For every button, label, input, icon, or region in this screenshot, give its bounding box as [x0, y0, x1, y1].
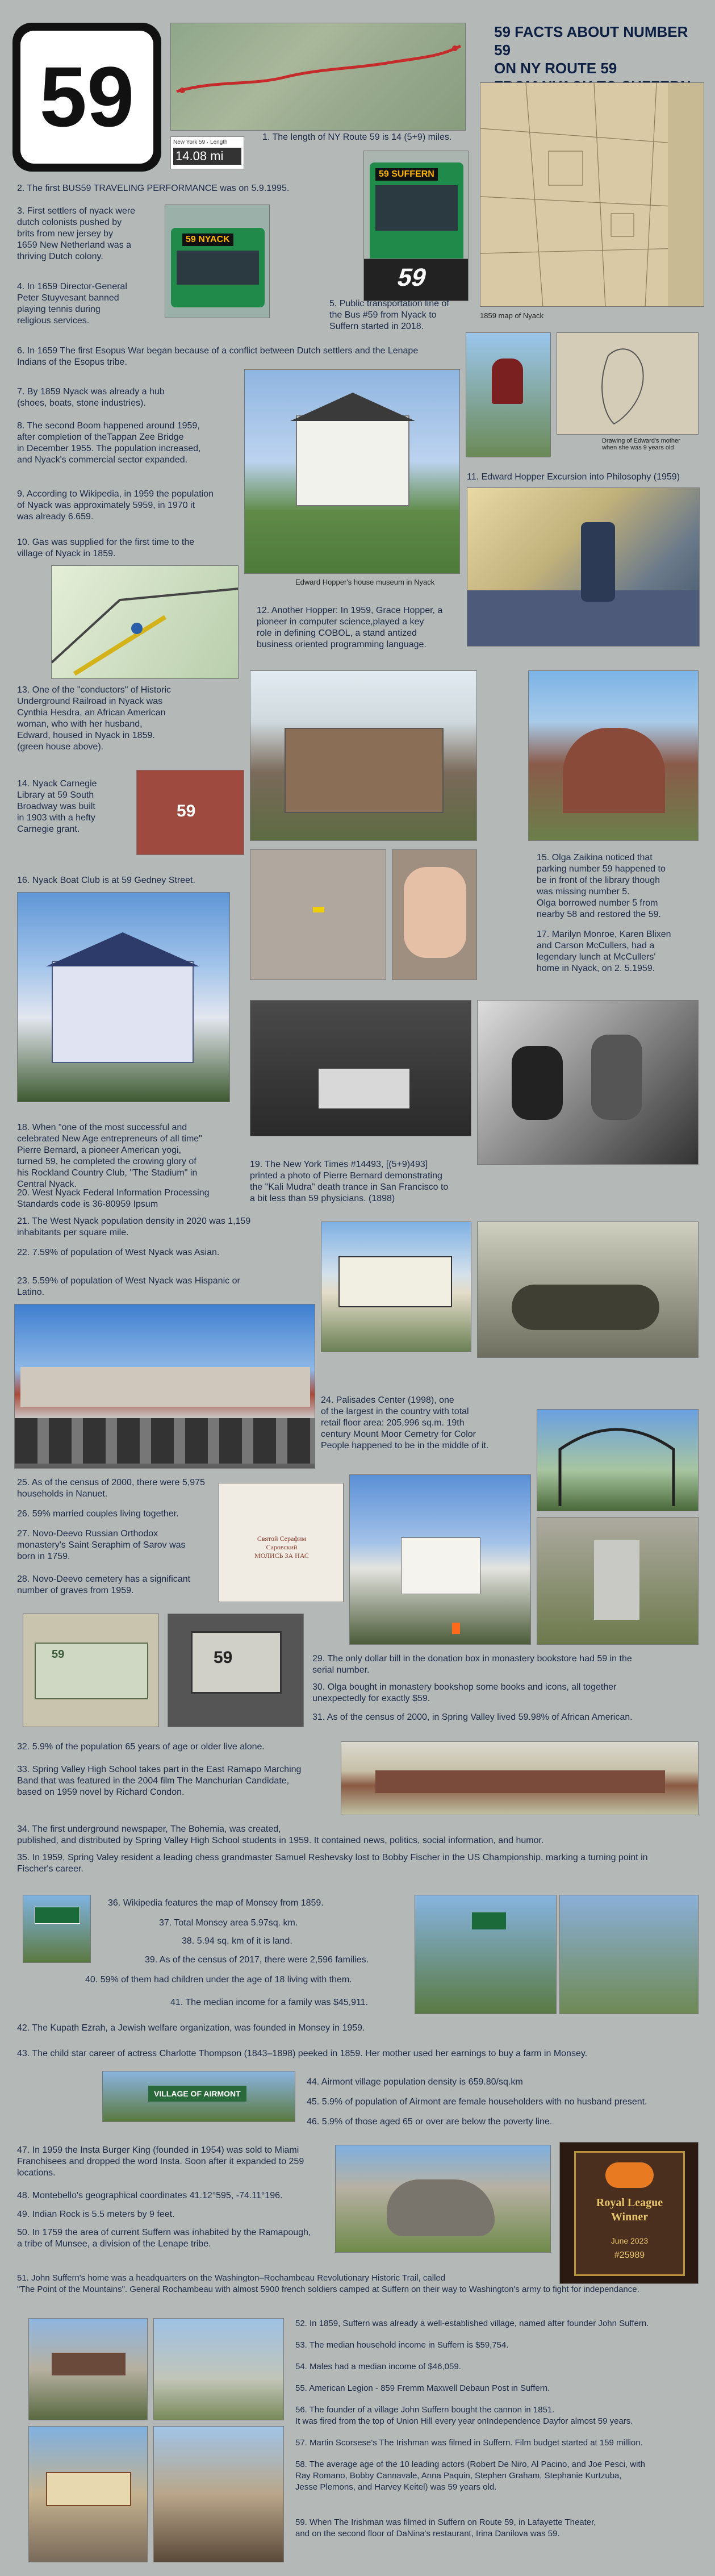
fact-55: 55. American Legion - 859 Fremm Maxwell Debaun Post in Suffern.	[295, 2383, 550, 2393]
monroe-lunch-photo	[477, 1000, 699, 1165]
fact-6: 6. In 1659 The first Esopus War began because of a conflict between Dutch settlers and the Lenape Indians of the Esopus tribe.	[17, 346, 419, 367]
dance-photo	[477, 1222, 699, 1358]
fact-16: 16. Nyack Boat Club is at 59 Gedney Street.	[17, 876, 195, 885]
hopper-painting	[467, 487, 700, 647]
fact-20: 20. West Nyack Federal Information Processing Standards code is 36-80959 Ipsum	[17, 1188, 210, 1209]
badge-caption: New York 59 · Length	[173, 139, 228, 145]
fact-17: 17. Marilyn Monroe, Karen Blixen and Carson McCullers, had a legendary lunch at McCullers' home in Nyack, on 2. 5.1959.	[537, 929, 671, 973]
bill-serial: 59	[52, 1648, 65, 1661]
fact-40: 40. 59% of them had children under the age of 18 living with them.	[85, 1975, 352, 1985]
fact-38: 38. 5.94 sq. km of it is land.	[182, 1936, 292, 1946]
fact-22: 22. 7.59% of population of West Nyack was Asian.	[17, 1248, 220, 1257]
fact-33: 33. Spring Valley High School takes part in the East Ramapo Marching Band that was featured in the 2004 film The Manchurian Candidate, based on 1959 novel by Richard Condon.	[17, 1765, 302, 1797]
fact-39: 39. As of the census of 2017, there were 2,596 families.	[145, 1955, 369, 1965]
high-school-photo	[341, 1741, 699, 1815]
bus-photo-1	[165, 205, 270, 318]
fact-1: 1. The length of NY Route 59 is 14 (5+9) miles.	[262, 132, 452, 142]
palisades-center-photo	[14, 1304, 315, 1469]
fact-12: 12. Another Hopper: In 1959, Grace Hopper, a pioneer in computer science,played a key role in defining COBOL, a stand antized business oriented programming language.	[257, 606, 443, 649]
fact-9: 9. According to Wikipedia, in 1959 the population of Nyack was approximately 5959, in 1970 it was already 6.659.	[17, 489, 214, 522]
monastery-sign-photo	[219, 1483, 344, 1602]
plaque-title: Royal League	[596, 2196, 663, 2209]
plaque-number: #25989	[614, 2250, 645, 2260]
fact-18: 18. When "one of the most successful and celebrated New Age entrepreneurs of all time" Pierre Bernard, a pioneer American yogi, turned 59, he completed the crowing glory of his Rockland Country Club, "The Stadium" in Central Nyack.	[17, 1123, 202, 1189]
bus-plate-photo	[363, 259, 469, 301]
monsey-sign-photo	[23, 1895, 91, 1963]
route-59-shield	[12, 23, 161, 172]
stadium-building-photo	[321, 1222, 471, 1352]
fact-28: 28. Novo-Deevo cemetery has a significant number of graves from 1959.	[17, 1574, 191, 1595]
hopper-caption: Edward Hopper's house museum in Nyack	[295, 578, 435, 586]
page-title: 59 FACTS ABOUT NUMBER 59 ON NY ROUTE 59	[494, 23, 688, 77]
fact-46: 46. 5.9% of those aged 65 or over are below the poverty line.	[307, 2117, 553, 2127]
parking-photo-2	[392, 849, 477, 980]
fact-29: 29. The only dollar bill in the donation box in monastery bookstore had 59 in the serial number.	[312, 1654, 632, 1675]
fact-14: 14. Nyack Carnegie Library at 59 South Broadway was built in 1903 with a hefty Carnegie grant.	[17, 779, 97, 834]
fact-51: 51. John Suffern's home was a headquarters on the Washington–Rochambeau Revolutionary Historic Trail, called "The Point of the Mountains". General Rochambeau with almost 5900 french soldiers camped at Suffern on their way to Washington's army to fight for independance.	[17, 2273, 639, 2294]
monastery-photo	[349, 1474, 531, 1645]
suffern-photo-4	[153, 2426, 284, 2562]
fact-41: 41. The median income for a family was $45,911.	[170, 1998, 369, 2007]
plaque-subtitle: Winner	[611, 2211, 649, 2223]
fact-44: 44. Airmont village population density is 659.80/sq.km	[307, 2077, 523, 2087]
monsey-photo-2	[559, 1895, 699, 2014]
fact-32: 32. 5.9% of the population 65 years of age or older live alone.	[17, 1742, 265, 1752]
suffern-photo-2	[153, 2318, 284, 2420]
shield-number: 59	[39, 49, 135, 144]
monastery-sign-text: Cвятой Серафим Саровский MОЛИСЬ ЗА НАС	[254, 1535, 309, 1560]
library-sign-photo	[136, 770, 244, 855]
hopper-house-photo	[244, 369, 460, 574]
parking-photo-1	[250, 849, 386, 980]
dollar-bill-photo	[23, 1614, 159, 1727]
nyack-aerial-illustration	[51, 565, 239, 679]
route-map-image	[170, 23, 466, 131]
fact-2: 2. The first BUS59 TRAVELING PERFORMANCE was on 5.9.1995.	[17, 184, 290, 193]
fact-30: 30. Olga bought in monastery bookshop some books and icons, all together unexpectedly for exactly $59.	[312, 1682, 617, 1703]
fact-59: 59. When The Irishman was filmed in Suffern on Route 59, in Lafayette Theater, and on the second floor of DaNina's restaurant, Irina Danilova was 59.	[295, 2517, 596, 2539]
map-1859-image	[480, 82, 704, 307]
map-caption: 1859 map of Nyack	[480, 311, 544, 320]
drawing-caption: Drawing of Edward's mother when she was 9 years old	[602, 437, 680, 451]
fact-48: 48. Montebello's geographical coordinates 41.12°595, -74.11°196.	[17, 2191, 283, 2200]
boat-club-photo	[17, 892, 230, 1102]
fact-34: 34. The first underground newspaper, The Bohemia, was created, published, and distributed by Spring Valley High School students in 1959. It contained news, politics, social information, and humor.	[17, 1824, 544, 1845]
bus-sign: 59 NYACK	[182, 234, 233, 246]
fact-24: 24. Palisades Center (1998), one of the largest in the country with total retail floor area: 205,996 sq.m. 19th century Mount Moor Cemetry for Color People happened to be in the middle of it.	[321, 1395, 489, 1450]
fact-25: 25. As of the census of 2000, there were 5,975 households in Nanuet.	[17, 1478, 205, 1499]
monsey-photo-1	[415, 1895, 557, 2014]
hesdra-house-photo	[250, 670, 477, 841]
carnegie-library-photo	[528, 670, 699, 841]
fact-52: 52. In 1859, Suffern was already a well-established village, named after founder John Suffern.	[295, 2319, 649, 2328]
fact-27: 27. Novo-Deevo Russian Orthodox monastery's Saint Seraphim of Sarov was born in 1759.	[17, 1529, 186, 1561]
bus-sign: 59 SUFFERN	[375, 168, 438, 181]
fact-31: 31. As of the census of 2000, in Spring Valley lived 59.98% of African American.	[312, 1712, 633, 1722]
cemetery-photo	[537, 1517, 699, 1645]
fact-56: 56. The founder of a village John Suffern bought the cannon in 1851. It was fired from the top of Union Hill every year onIndependence Dayfor almost 59 years.	[295, 2405, 633, 2426]
drawing-photo	[557, 332, 699, 435]
fact-7: 7. By 1859 Nyack was already a hub (shoes, boats, stone industries).	[17, 387, 165, 408]
fact-45: 45. 5.9% of population of Airmont are female householders with no husband present.	[307, 2097, 647, 2107]
badge-value: 14.08 mi	[173, 148, 241, 165]
map-distance-badge	[170, 136, 244, 169]
fact-37: 37. Total Monsey area 5.97sq. km.	[159, 1918, 298, 1928]
fact-5: 5. Public transportation line of the Bus #59 from Nyack to Suffern started in 2018.	[329, 299, 449, 331]
indian-rock-photo	[335, 2145, 551, 2253]
fact-11: 11. Edward Hopper Excursion into Philosophy (1959)	[467, 472, 680, 482]
bernard-photo	[250, 1000, 471, 1136]
fact-3: 3. First settlers of nyack were dutch colonists pushed by brits from new jersey by 1659 New Netherland was a thriving Dutch colony.	[17, 206, 136, 261]
fact-23: 23. 5.59% of population of West Nyack was Hispanic or Latino.	[17, 1276, 240, 1297]
plaque-photo	[466, 332, 551, 457]
fact-47: 47. In 1959 the Insta Burger King (founded in 1954) was sold to Miami Franchisees and dropped the word Insta. Soon after it expanded to 259 locations.	[17, 2145, 304, 2178]
fact-54: 54. Males had a median income of $46,059.	[295, 2362, 461, 2371]
fact-58: 58. The average age of the 10 leading actors (Robert De Niro, Al Pacino, and Joe Pesci, with Ray Romano, Bobby Cannavale, Anna Paquin, Stephen Graham, Stephanie Kurtzuba, Jesse Plemons, and Harvey Keitel) was 59 years old.	[295, 2460, 645, 2492]
route-line-icon	[171, 23, 466, 131]
fact-21: 21. The West Nyack population density in 2020 was 1,159 inhabitants per square mile.	[17, 1216, 251, 1237]
fact-13: 13. One of the "conductors" of Historic Underground Railroad in Nyack was Cynthia Hesdra, an African American woman, who with her husband, Edward, housed in Nyack in 1859. (green house above).	[17, 685, 172, 752]
fact-15: 15. Olga Zaikina noticed that parking number 59 happened to be in front of the library though was missing number 5. Olga borrowed number 5 from nearby 58 and restored the 59.	[537, 853, 666, 919]
plate-number: 59	[394, 264, 430, 291]
receipt-photo: 59	[168, 1614, 304, 1727]
fact-4: 4. In 1659 Director-General Peter Stuyvesant banned playing tennis during religious services.	[17, 282, 127, 326]
fact-53: 53. The median household income in Suffern is $59,754.	[295, 2340, 509, 2350]
fact-26: 26. 59% married couples living together.	[17, 1509, 179, 1519]
fact-10: 10. Gas was supplied for the first time to the village of Nyack in 1859.	[17, 537, 195, 558]
plaque-date: June 2023	[611, 2236, 649, 2245]
fact-8: 8. The second Boom happened around 1959, after completion of theTappan Zee Bridge in December 1955. The population increased, and Nyack's commercial sector expanded.	[17, 421, 201, 465]
suffern-photo-1	[28, 2318, 148, 2420]
village-sign: VILLAGE OF AIRMONT	[148, 2086, 246, 2102]
fact-43: 43. The child star career of actress Charlotte Thompson (1843–1898) peeked in 1859. Her mother used her earnings to buy a farm in Monsey.	[17, 2049, 588, 2058]
fact-42: 42. The Kupath Ezrah, a Jewish welfare organization, was founded in Monsey in 1959.	[17, 2023, 365, 2033]
cemetery-gate-photo	[537, 1409, 699, 1511]
burger-king-plaque	[559, 2142, 699, 2284]
fact-36: 36. Wikipedia features the map of Monsey from 1859.	[108, 1898, 324, 1908]
library-number: 59	[177, 802, 196, 820]
fact-19: 19. The New York Times #14493, [(5+9)493] printed a photo of Pierre Bernard demonstrating the "Kali Mudra" death trance in San Francisco to a bit less than 59 physicians. (1898)	[250, 1160, 449, 1203]
airmont-sign-photo	[102, 2071, 295, 2122]
suffern-photo-3	[28, 2426, 148, 2562]
fact-57: 57. Martin Scorsese's The Irishman was filmed in Suffern. Film budget started at 159 million.	[295, 2438, 643, 2448]
fact-49: 49. Indian Rock is 5.5 meters by 9 feet.	[17, 2210, 175, 2219]
fact-35: 35. In 1959, Spring Valey resident a leading chess grandmaster Samuel Reshevsky lost to Bobby Fischer in the US Championship, marking a turning point in Fischer's career.	[17, 1853, 648, 1874]
fact-50: 50. In 1759 the area of current Suffern was inhabited by the Ramapough, a tribe of Munsee, a division of the Lenape tribe.	[17, 2228, 311, 2249]
